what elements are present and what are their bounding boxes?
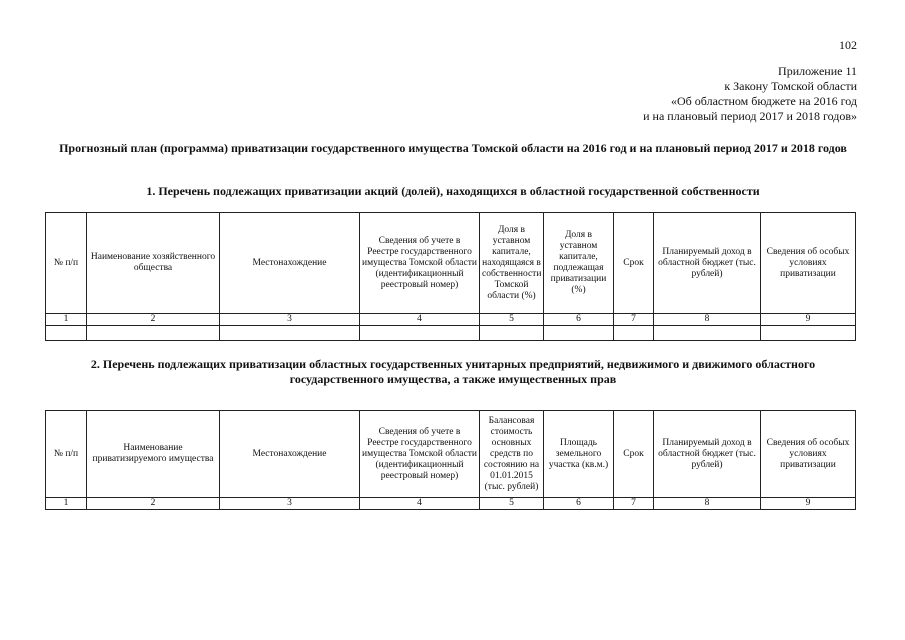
section2-table (45, 410, 856, 510)
header-cell: Наименование хозяйственного общества (87, 213, 220, 314)
header-cell: Сведения об учете в Реестре государственного имущества Томской области (идентификационный реестровый номер) (360, 213, 480, 314)
column-number: 3 (220, 314, 360, 326)
appendix-line: Приложение 11 (778, 64, 857, 78)
column-number: 9 (761, 498, 856, 510)
column-number: 1 (46, 314, 87, 326)
appendix-line: к Закону Томской области (724, 79, 857, 93)
header-cell: Сведения об особых условиях приватизации (761, 213, 856, 314)
header-cell: № п/п (46, 411, 87, 498)
appendix-line: «Об областном бюджете на 2016 год (671, 94, 857, 108)
column-number: 3 (220, 498, 360, 510)
empty-cell (46, 326, 87, 341)
main-title: Прогнозный план (программа) приватизации государственного имущества Томской области на 2016 год и на плановый период 2017 и 2018 годов (59, 141, 847, 155)
empty-cell (360, 326, 480, 341)
column-number: 9 (761, 314, 856, 326)
header-cell: Наименование приватизируемого имущества (87, 411, 220, 498)
header-cell: Доля в уставном капитале, находящаяся в собственности Томской области (%) (480, 213, 544, 314)
header-cell: № п/п (46, 213, 87, 314)
header-cell: Сведения об учете в Реестре государственного имущества Томской области (идентификационный реестровый номер) (360, 411, 480, 498)
column-number: 5 (480, 314, 544, 326)
empty-cell (614, 326, 654, 341)
empty-cell (654, 326, 761, 341)
section1-title: 1. Перечень подлежащих приватизации акций (долей), находящихся в областной государственной собственности (146, 184, 760, 198)
column-number: 2 (87, 314, 220, 326)
column-number: 1 (46, 498, 87, 510)
empty-cell (761, 326, 856, 341)
header-cell: Местонахождение (220, 411, 360, 498)
column-number: 7 (614, 314, 654, 326)
column-number: 2 (87, 498, 220, 510)
empty-cell (480, 326, 544, 341)
column-number: 4 (360, 314, 480, 326)
header-cell: Балансовая стоимость основных средств по состоянию на 01.01.2015 (тыс. рублей) (480, 411, 544, 498)
header-cell: Доля в уставном капитале, подлежащая приватизации (%) (544, 213, 614, 314)
section1-table (45, 212, 856, 341)
column-number: 6 (544, 498, 614, 510)
empty-cell (220, 326, 360, 341)
header-cell: Сведения об особых условиях приватизации (761, 411, 856, 498)
column-number: 4 (360, 498, 480, 510)
empty-row (46, 326, 856, 341)
appendix-block (643, 64, 857, 124)
section2-title: 2. Перечень подлежащих приватизации областных государственных унитарных предприятий, недвижимого и движимого областного государственного имущества, а также имущественных прав (90, 357, 816, 386)
header-cell: Срок (614, 411, 654, 498)
column-number-row (46, 314, 856, 326)
header-cell: Площадь земельного участка (кв.м.) (544, 411, 614, 498)
column-number: 8 (654, 314, 761, 326)
header-cell: Местонахождение (220, 213, 360, 314)
column-number-row (46, 498, 856, 510)
table-header-row (46, 411, 856, 498)
empty-cell (544, 326, 614, 341)
empty-cell (87, 326, 220, 341)
column-number: 8 (654, 498, 761, 510)
header-cell: Планируемый доход в областной бюджет (тыс. рублей) (654, 213, 761, 314)
table-header-row (46, 213, 856, 314)
column-number: 7 (614, 498, 654, 510)
header-cell: Срок (614, 213, 654, 314)
page-number: 102 (839, 38, 857, 52)
column-number: 6 (544, 314, 614, 326)
appendix-line: и на плановый период 2017 и 2018 годов» (643, 109, 857, 123)
column-number: 5 (480, 498, 544, 510)
header-cell: Планируемый доход в областной бюджет (тыс. рублей) (654, 411, 761, 498)
